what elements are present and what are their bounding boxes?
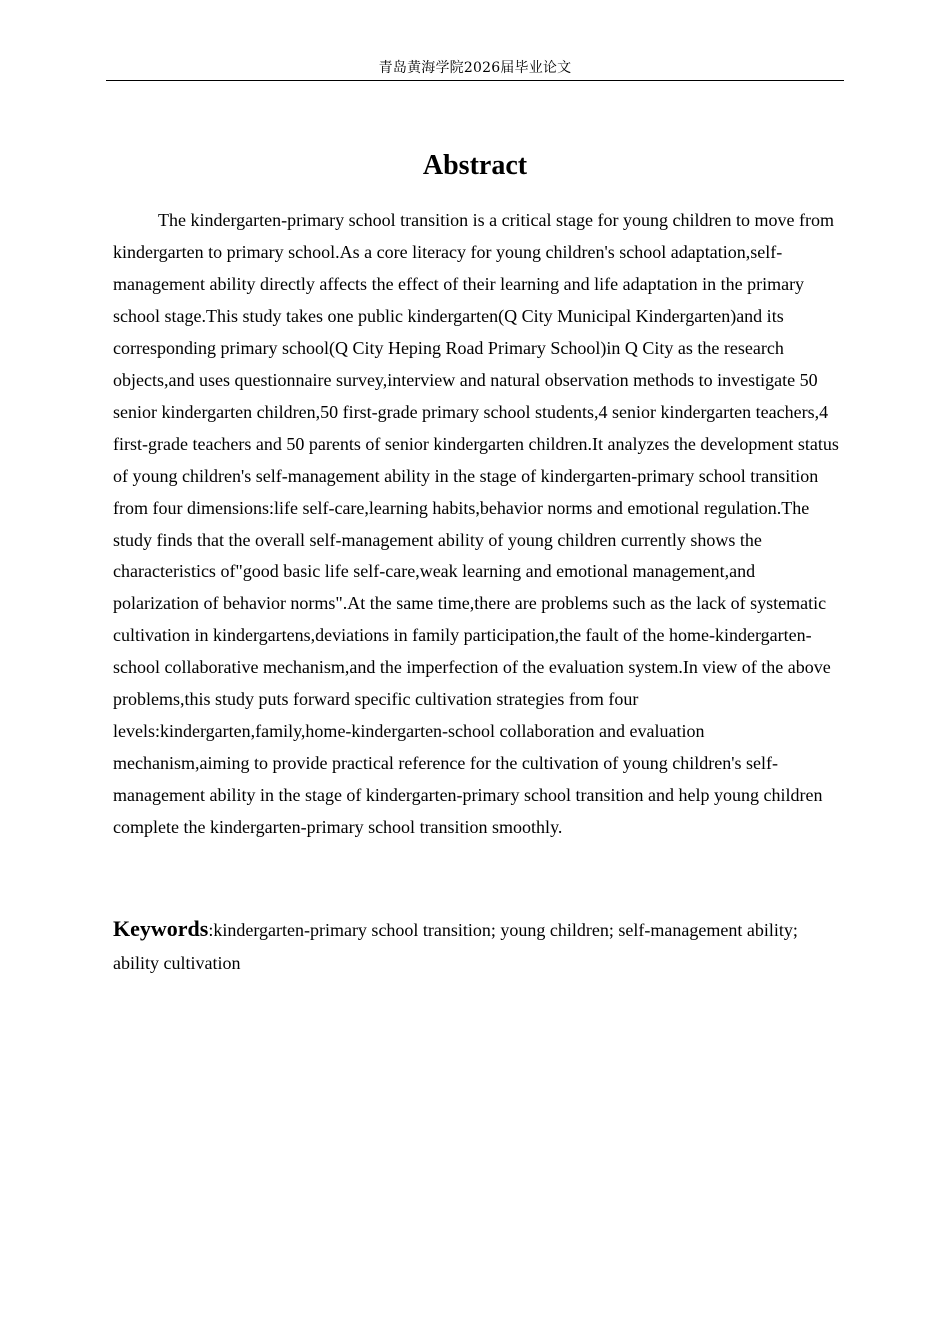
page-header bbox=[106, 58, 844, 81]
abstract-title: Abstract bbox=[422, 150, 528, 181]
keywords-paragraph bbox=[113, 912, 813, 980]
abstract-body: The kindergarten-primary school transition is a critical stage for young children to move from kindergarten to primary school.As a core literacy for young children's school adaptation,self-management ability directly affects the effect of their learning and life adaptation in the primary school stage.This study takes one public kindergarten(Q City Municipal Kindergarten)and its corresponding primary school(Q City Heping Road Primary School)in Q City as the research objects,and uses questionnaire survey,interview and natural observation methods to investigate 50 senior kindergarten children,50 first-grade primary school students,4 senior kindergarten teachers,4 first-grade teachers and 50 parents of senior kindergarten children.It analyzes the development status of young children's self-management ability in the stage of kindergarten-primary school transition from four dimensions:life self-care,learning habits,behavior norms and emotional regulation.The study finds that the overall self-management ability of young children currently shows the characteristics of"good basic life self-care,weak learning and emotional management,and polarization of behavior norms".At the same time,there are problems such as the lack of systematic cultivation in kindergartens,deviations in family participation,the fault of the home-kindergarten-school collaborative mechanism,and the imperfection of the evaluation system.In view of the above problems,this study puts forward specific cultivation strategies from four levels:kindergarten,family,home-kindergarten-school collaboration and evaluation mechanism,aiming to provide practical reference for the cultivation of young children's self-management ability in the stage of kindergarten-primary school transition and help young children complete the kindergarten-primary school transition smoothly. bbox=[113, 210, 839, 838]
keywords-label: Keywords bbox=[113, 916, 209, 941]
keywords-list: :kindergarten-primary school transition; young children; self-management ability; ability cultivation bbox=[113, 920, 798, 973]
header-title: 青岛黄海学院2026届毕业论文 bbox=[378, 60, 572, 76]
